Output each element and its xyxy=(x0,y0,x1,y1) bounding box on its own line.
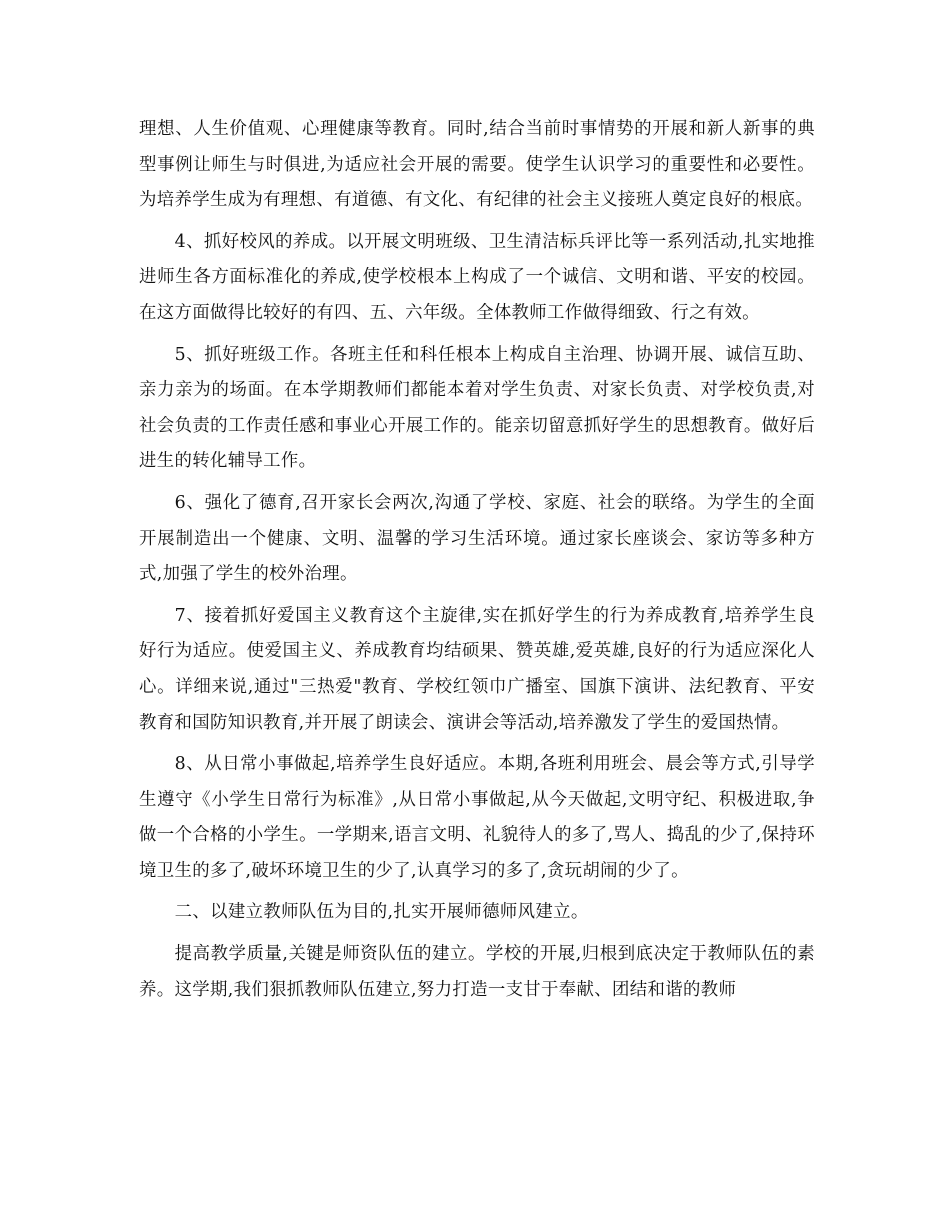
paragraph-teacher-quality: 提高教学质量,关键是师资队伍的建立。学校的开展,归根到底决定于教师队伍的素养。这学期,我们狠抓教师队伍建立,努力打造一支甘于奉献、团结和谐的教师 xyxy=(139,944,815,1000)
paragraph-school-spirit: 4、抓好校风的养成。以开展文明班级、卫生清洁标兵评比等一系列活动,扎实地推进师生各方面标准化的养成,使学校根本上构成了一个诚信、文明和谐、平安的校园。在这方面做得比较好的有四、五、六年级。全体教师工作做得细致、行之有效。 xyxy=(139,231,815,323)
paragraph-ideals-education: 理想、人生价值观、心理健康等教育。同时,结合当前时事情势的开展和新人新事的典型事例让师生与时俱进,为适应社会开展的需要。使学生认识学习的重要性和必要性。为培养学生成为有理想、有道德、有文化、有纪律的社会主义接班人奠定良好的根底。 xyxy=(139,119,815,211)
paragraph-moral-education: 6、强化了德育,召开家长会两次,沟通了学校、家庭、社会的联络。为学生的全面开展制造出一个健康、文明、温馨的学习生活环境。通过家长座谈会、家访等多种方式,加强了学生的校外治理。 xyxy=(139,492,815,585)
section-heading-teacher-ethics: 二、以建立教师队伍为目的,扎实开展师德师风建立。 xyxy=(174,902,589,923)
document-body xyxy=(139,112,815,1014)
paragraph-class-work: 5、抓好班级工作。各班主任和科任根本上构成自主治理、协调开展、诚信互助、亲力亲为的场面。在本学期教师们都能本着对学生负责、对家长负责、对学校负责,对社会负责的工作责任感和事业心开展工作的。能亲切留意抓好学生的思想教育。做好后进生的转化辅导工作。 xyxy=(139,344,815,472)
paragraph-patriotic-education: 7、接着抓好爱国主义教育这个主旋律,实在抓好学生的行为养成教育,培养学生良好行为适应。使爱国主义、养成教育均结硕果、赞英雄,爱英雄,良好的行为适应深化人心。详细来说,通过"三热爱"教育、学校红领巾广播室、国旗下演讲、法纪教育、平安教育和国防知识教育,并开展了朗读会、演讲会等活动,培养激发了学生的爱国热情。 xyxy=(139,605,815,733)
paragraph-daily-habits: 8、从日常小事做起,培养学生良好适应。本期,各班利用班会、晨会等方式,引导学生遵守《小学生日常行为标准》,从日常小事做起,从今天做起,文明守纪、积极进取,争做一个合格的小学生。一学期来,语言文明、礼貌待人的多了,骂人、捣乱的少了,保持环境卫生的多了,破坏环境卫生的少了,认真学习的多了,贪玩胡闹的少了。 xyxy=(139,754,815,881)
